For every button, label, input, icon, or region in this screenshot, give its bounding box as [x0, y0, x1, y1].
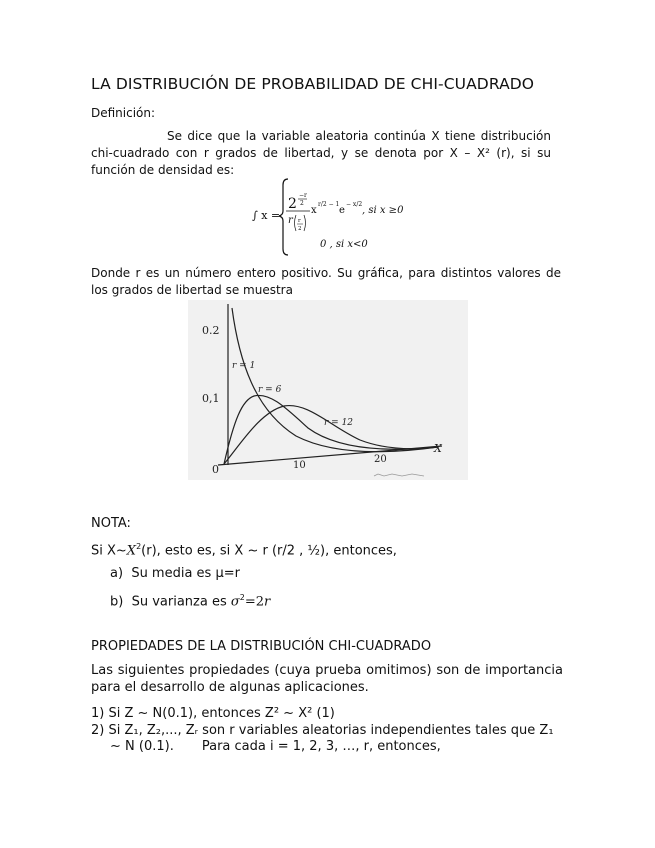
sigma-symbol: σ	[230, 594, 240, 610]
property-item-1	[91, 705, 335, 722]
property-item-1-text: Si Z ~ N(0.1), entonces Z² ~ X² (1)	[108, 706, 335, 721]
formula-cond1: , si x ≥0	[362, 205, 404, 216]
formula-exp-bot: 2	[300, 200, 304, 207]
formula-tail-exp: r/2 − 1	[318, 201, 340, 208]
property-item-2	[91, 722, 554, 739]
page-title: LA DISTRIBUCIÓN DE PROBABILIDAD DE CHI-CUADRADO	[91, 75, 535, 93]
formula-brace	[279, 179, 288, 255]
formula-den-frac-top: r	[298, 218, 301, 224]
definition-text: Se dice que la variable aleatoria continúa X tiene distribución chi-cuadrado con r grados de libertad, y se denota por X – X² (r), si su función de densidad es:	[91, 129, 551, 177]
properties-paragraph: Las siguientes propiedades (cuya prueba omitimos) son de importancia para el desarrollo de algunas aplicaciones.	[91, 663, 563, 695]
x-tick-label: 20	[374, 454, 387, 465]
sigma-r: r	[264, 594, 271, 610]
sigma-rhs: =2	[244, 594, 265, 610]
properties-title: PROPIEDADES DE LA DISTRIBUCIÓN CHI-CUADRADO	[91, 639, 432, 654]
formula-tail: x	[311, 205, 317, 216]
formula-num: 2	[288, 196, 297, 212]
note-item-a-text: Su media es μ=r	[131, 566, 240, 581]
nota-chi-exp: 2	[136, 542, 142, 551]
y-tick-label: 0	[212, 463, 219, 476]
formula-den-paren-r	[304, 215, 306, 231]
definition-paragraph	[91, 128, 551, 179]
density-formula	[250, 175, 430, 257]
formula-exp-top: −r	[299, 192, 307, 199]
nota-label: NOTA:	[91, 516, 131, 531]
note-item-b-marker: b)	[110, 594, 124, 610]
formula-den: r	[288, 215, 293, 226]
note-item-a	[110, 565, 240, 582]
x-axis-label: X	[434, 442, 442, 455]
nota-chi: X	[126, 543, 137, 559]
y-tick-label: 0,1	[202, 392, 220, 405]
curve-label-r12: r = 12	[324, 418, 354, 428]
formula-e: e	[339, 205, 345, 216]
formula-lhs: ∫ x =	[252, 209, 281, 222]
note-item-b	[110, 589, 270, 610]
curve-label-r6: r = 6	[258, 385, 282, 395]
sigma-exp: 2	[239, 593, 245, 602]
curve-label-r1: r = 1	[232, 361, 256, 371]
donde-paragraph: Donde r es un número entero positivo. Su gráfica, para distintos valores de los grados de libertad se muestra	[91, 266, 561, 297]
nota-prefix: Si X~	[91, 543, 127, 559]
formula-den-paren-l	[295, 215, 297, 231]
x-tick-label: 10	[293, 460, 306, 471]
nota-suffix: (r), esto es, si X ~ r (r/2 , ½), entonces,	[141, 543, 397, 559]
y-tick-label: 0.2	[202, 324, 220, 337]
property-item-1-marker: 1)	[91, 706, 105, 721]
chi-square-graph	[188, 300, 468, 480]
property-item-2-text: Si Z₁, Z₂,..., Zᵣ son r variables aleatorias independientes tales que Z₁	[108, 723, 554, 738]
property-item-2-marker: 2)	[91, 723, 105, 738]
property-item-2-cont-a: ~ N (0.1).	[110, 739, 174, 754]
property-item-2-cont-b: Para cada i = 1, 2, 3, …, r, entonces,	[201, 739, 441, 754]
note-item-a-marker: a)	[110, 566, 124, 581]
graph-background	[188, 300, 468, 480]
property-item-2-continuation	[110, 738, 441, 755]
note-item-b-text: Su varianza es	[131, 594, 231, 610]
formula-e-exp: − x/2	[346, 201, 363, 208]
nota-line	[91, 538, 397, 559]
formula-den-frac-bot: 2	[298, 226, 302, 232]
definition-label: Definición:	[91, 106, 156, 120]
formula-case2: 0 , si x<0	[320, 239, 368, 250]
